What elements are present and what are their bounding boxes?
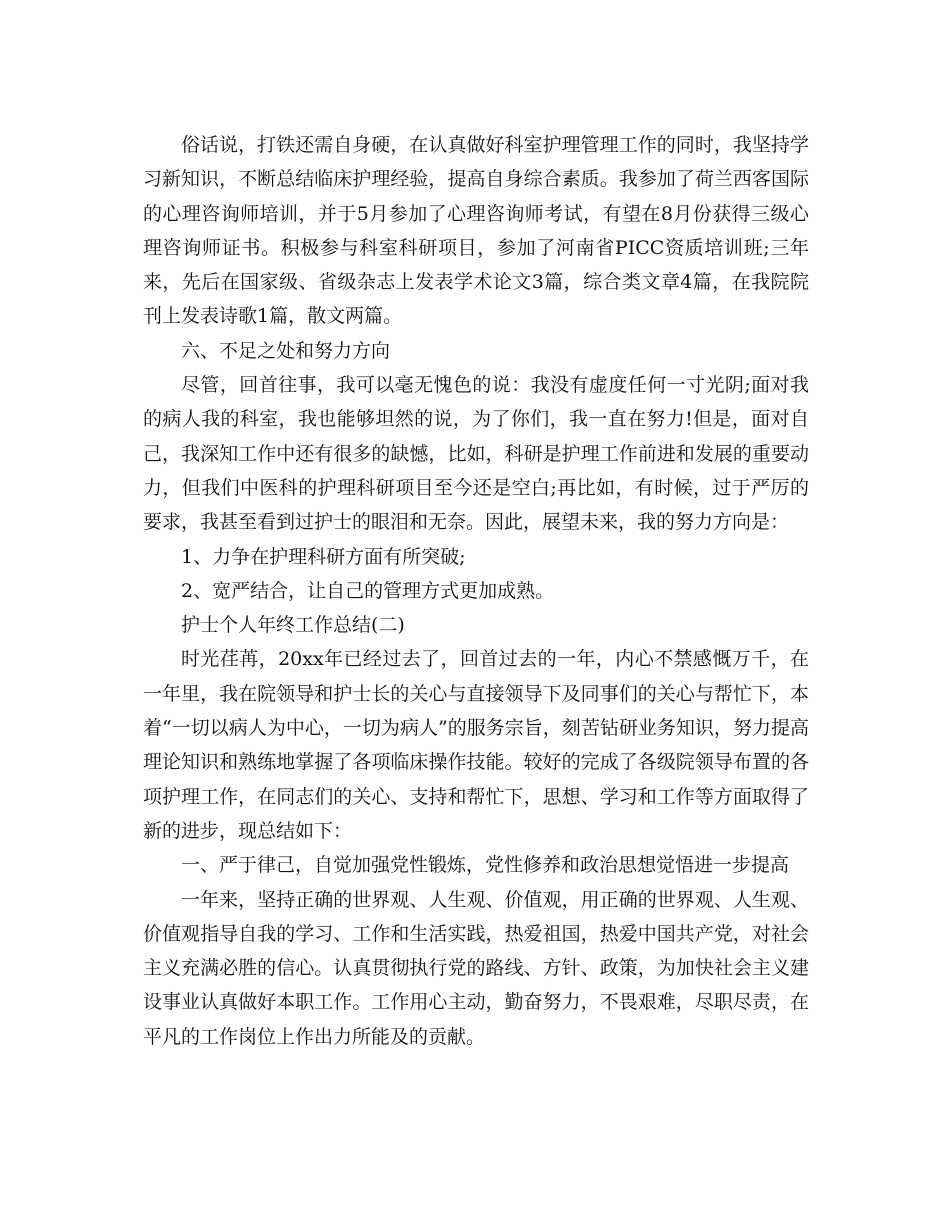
list-item-management-goal: 2、宽严结合，让自己的管理方式更加成熟。 [181, 579, 555, 602]
section-heading-shortcomings: 六、不足之处和努力方向 [181, 339, 391, 362]
paragraph-worldview: 一年来，坚持正确的世界观、人生观、价值观，用正确的世界观、人生观、价值观指导自我的学习、工作和生活实践，热爱祖国，热爱中国共产党，对社会主义充满必胜的信心。认真贯彻执行党的路线、方针、政策，为加快社会主义建设事业认真做好本职工作。工作用心主动，勤奋努力，不畏艰难，尽职尽责，在平凡的工作岗位上作出力所能及的贡献。 [143, 888, 809, 1048]
document-body [143, 128, 809, 1054]
document-subtitle: 护士个人年终工作总结(二) [181, 614, 405, 637]
section-heading-self-discipline: 一、严于律己，自觉加强党性锻炼，党性修养和政治思想觉悟进一步提高 [181, 854, 790, 877]
paragraph-self-improvement: 俗话说，打铁还需自身硬，在认真做好科室护理管理工作的同时，我坚持学习新知识，不断总结临床护理经验，提高自身综合素质。我参加了荷兰西客国际的心理咨询师培训，并于5月参加了心理咨询师考试，有望在8月份获得三级心理咨询师证书。积极参与科室科研项目，参加了河南省PICC资质培训班;三年来，先后在国家级、省级杂志上发表学术论文3篇，综合类文章4篇，在我院院刊上发表诗歌1篇，散文两篇。 [143, 134, 809, 328]
paragraph-year-summary: 时光荏苒，20xx年已经过去了，回首过去的一年，内心不禁感慨万千，在一年里，我在院领导和护士长的关心与直接领导下及同事们的关心与帮忙下，本着“一切以病人为中心，一切为病人”的服务宗旨，刻苦钻研业务知识，努力提高理论知识和熟练地掌握了各项临床操作技能。较好的完成了各级院领导布置的各项护理工作，在同志们的关心、支持和帮忙下，思想、学习和工作等方面取得了新的进步，现总结如下： [143, 648, 809, 842]
paragraph-reflection: 尽管，回首往事，我可以毫无愧色的说：我没有虚度任何一寸光阴;面对我的病人我的科室，我也能够坦然的说，为了你们，我一直在努力!但是，面对自己，我深知工作中还有很多的缺憾，比如，科研是护理工作前进和发展的重要动力，但我们中医科的护理科研项目至今还是空白;再比如，有时候，过于严厉的要求，我甚至看到过护士的眼泪和无奈。因此，展望未来，我的努力方向是： [143, 374, 809, 534]
list-item-research-goal: 1、力争在护理科研方面有所突破; [181, 545, 466, 568]
